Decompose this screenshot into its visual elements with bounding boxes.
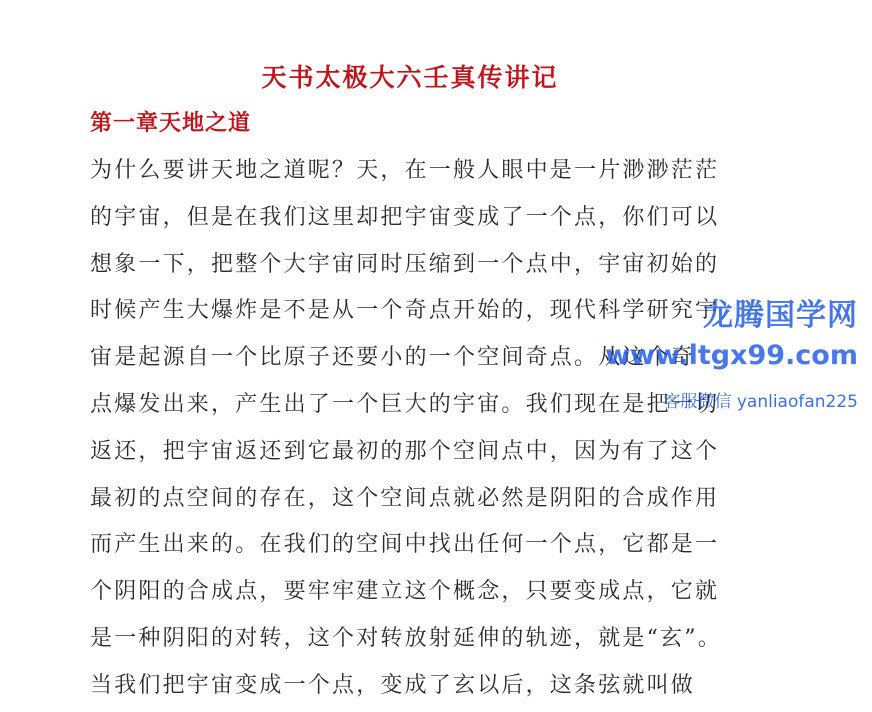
- watermark-url: www.ltgx99.com: [605, 340, 858, 371]
- text-line: 返还，把宇宙返还到它最初的那个空间点中，因为有了这个: [90, 438, 720, 464]
- body-text: [90, 148, 730, 710]
- text-line: 点爆发出来，产生出了一个巨大的宇宙。我们现在是把一切: [90, 391, 720, 417]
- chapter-title: 第一章天地之道: [90, 110, 252, 136]
- text-line: 时候产生大爆炸是不是从一个奇点开始的，现代科学研究宇: [90, 298, 720, 324]
- text-line: 为什么要讲天地之道呢？天，在一般人眼中是一片渺渺茫茫: [90, 158, 720, 183]
- text-line: 是一种阴阳的对转，这个对转放射延伸的轨迹，就是“玄”。: [90, 625, 722, 651]
- document-title: 天书太极大六壬真传讲记: [261, 63, 559, 92]
- text-line: 个阴阳的合成点，要牢牢建立这个概念，只要变成点，它就: [90, 579, 720, 605]
- text-line: 想象一下，把整个大宇宙同时压缩到一个点中，宇宙初始的: [90, 251, 720, 277]
- watermark-contact: 客服微信 yanliaofan225: [663, 392, 858, 412]
- text-line: 的宇宙，但是在我们这里却把宇宙变成了一个点，你们可以: [90, 204, 720, 230]
- text-line: 宙是起源自一个比原子还要小的一个空间奇点。从这个奇: [90, 345, 696, 371]
- text-line: 而产生出来的。在我们的空间中找出任何一个点，它都是一: [90, 532, 720, 558]
- watermark-site-name: 龙腾国学网: [703, 298, 858, 333]
- text-line: 最初的点空间的存在，这个空间点就必然是阴阳的合成作用: [90, 485, 720, 511]
- text-line: 当我们把宇宙变成一个点，变成了玄以后，这条弦就叫做: [90, 672, 696, 698]
